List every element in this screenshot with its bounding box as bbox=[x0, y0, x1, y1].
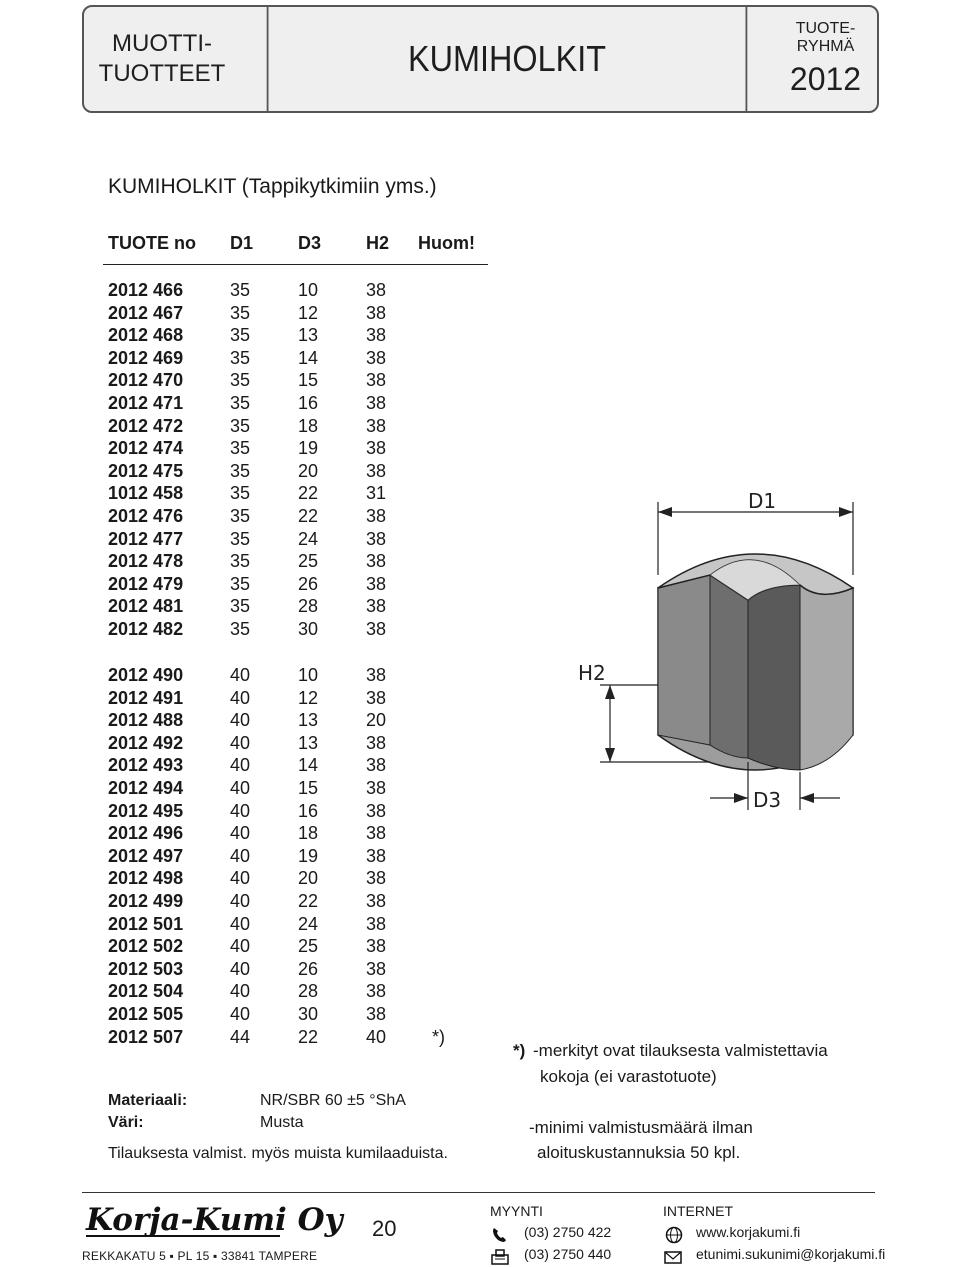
cell-d3: 30 bbox=[298, 1004, 319, 1024]
cell-d3: 28 bbox=[298, 596, 319, 617]
cell-product-no: 2012 472 bbox=[108, 415, 184, 436]
cell-d1: 35 bbox=[230, 325, 251, 346]
cell-h2: 38 bbox=[366, 800, 387, 821]
table-row bbox=[0, 980, 480, 1002]
cell-h2: 38 bbox=[366, 596, 387, 617]
cell-product-no: 2012 478 bbox=[108, 551, 184, 572]
web-address[interactable]: www.korjakumi.fi bbox=[696, 1224, 801, 1240]
table-row bbox=[0, 777, 480, 799]
cell-d3: 22 bbox=[298, 1026, 319, 1047]
cell-product-no: 2012 498 bbox=[108, 868, 184, 889]
cell-d1: 40 bbox=[230, 936, 251, 957]
cell-h2: 38 bbox=[366, 551, 387, 572]
cell-d1: 40 bbox=[230, 981, 251, 1002]
cell-d1: 40 bbox=[230, 823, 251, 844]
table-row bbox=[0, 437, 480, 459]
cell-d1: 35 bbox=[230, 460, 251, 481]
cell-product-no: 1012 458 bbox=[108, 483, 184, 504]
col-header-d3: D3 bbox=[298, 233, 322, 253]
cell-h2: 38 bbox=[366, 438, 387, 459]
table-row bbox=[0, 347, 480, 369]
cell-product-no: 2012 475 bbox=[108, 460, 184, 481]
cell-h2: 38 bbox=[366, 665, 387, 685]
cell-d3: 22 bbox=[298, 891, 319, 911]
cell-d3: 30 bbox=[298, 619, 319, 639]
cell-product-no: 2012 507 bbox=[108, 1026, 184, 1047]
cell-d1: 35 bbox=[230, 393, 251, 413]
phone-number: (03) 2750 422 bbox=[524, 1224, 612, 1240]
table-row bbox=[0, 845, 480, 867]
phone-icon bbox=[490, 1226, 512, 1244]
cell-product-no: 2012 466 bbox=[108, 280, 184, 300]
table-row bbox=[0, 302, 480, 324]
cell-h2: 38 bbox=[366, 687, 387, 708]
table-row bbox=[0, 573, 480, 595]
diagram-label-d1: D1 bbox=[748, 489, 777, 513]
cell-d3: 28 bbox=[298, 981, 319, 1002]
diagram-label-d3: D3 bbox=[753, 788, 782, 812]
table-row bbox=[0, 279, 480, 301]
cell-h2: 38 bbox=[366, 891, 387, 911]
cell-h2: 38 bbox=[366, 393, 387, 413]
cell-h2: 20 bbox=[366, 710, 387, 731]
table-row bbox=[0, 618, 480, 640]
table-row bbox=[0, 709, 480, 731]
table-row bbox=[0, 664, 480, 686]
cell-d3: 19 bbox=[298, 845, 319, 866]
table-header-rule bbox=[103, 264, 488, 265]
cell-d1: 40 bbox=[230, 710, 251, 731]
cell-d1: 40 bbox=[230, 755, 251, 776]
col-header-note: Huom! bbox=[418, 233, 475, 253]
cell-d1: 35 bbox=[230, 280, 251, 300]
table-row bbox=[0, 1026, 480, 1048]
header-left bbox=[84, 7, 240, 111]
cell-h2: 38 bbox=[366, 302, 387, 323]
table-row bbox=[0, 1003, 480, 1025]
table-row bbox=[0, 482, 480, 504]
cell-d1: 40 bbox=[230, 958, 251, 979]
cell-product-no: 2012 479 bbox=[108, 573, 184, 594]
table-row bbox=[0, 392, 480, 414]
material-extra-note: Tilauksesta valmist. myös muista kumilaaduista. bbox=[108, 1145, 448, 1162]
table-row bbox=[0, 822, 480, 844]
cell-product-no: 2012 493 bbox=[108, 755, 184, 776]
cell-h2: 38 bbox=[366, 823, 387, 844]
cell-d1: 40 bbox=[230, 868, 251, 889]
cell-product-no: 2012 505 bbox=[108, 1004, 184, 1024]
cell-d3: 10 bbox=[298, 280, 319, 300]
table-row bbox=[0, 867, 480, 889]
material-label: Materiaali: bbox=[108, 1092, 188, 1109]
table-row bbox=[0, 460, 480, 482]
cell-h2: 38 bbox=[366, 981, 387, 1002]
cell-h2: 38 bbox=[366, 619, 387, 639]
cell-product-no: 2012 499 bbox=[108, 891, 184, 911]
footer-rule bbox=[82, 1192, 875, 1193]
table-row bbox=[0, 754, 480, 776]
header-box bbox=[82, 5, 879, 113]
cell-d1: 35 bbox=[230, 596, 251, 617]
header-right-line1: TUOTE- bbox=[795, 20, 856, 37]
cell-d3: 14 bbox=[298, 755, 319, 776]
cell-d3: 18 bbox=[298, 415, 319, 436]
page-number: 20 bbox=[372, 1216, 397, 1241]
cell-product-no: 2012 481 bbox=[108, 596, 184, 617]
cell-h2: 38 bbox=[366, 573, 387, 594]
cell-product-no: 2012 490 bbox=[108, 665, 184, 685]
internet-heading: INTERNET bbox=[663, 1203, 733, 1219]
cell-h2: 38 bbox=[366, 415, 387, 436]
col-header-product-no: TUOTE no bbox=[108, 233, 196, 253]
cell-h2: 38 bbox=[366, 936, 387, 957]
cell-d3: 26 bbox=[298, 573, 319, 594]
table-row bbox=[0, 800, 480, 822]
cell-d3: 13 bbox=[298, 325, 319, 346]
cell-h2: 40 bbox=[366, 1026, 387, 1047]
cell-product-no: 2012 495 bbox=[108, 800, 184, 821]
cell-product-no: 2012 469 bbox=[108, 347, 184, 368]
cell-product-no: 2012 471 bbox=[108, 393, 184, 413]
cell-product-no: 2012 482 bbox=[108, 619, 184, 639]
cell-d1: 40 bbox=[230, 800, 251, 821]
cell-h2: 38 bbox=[366, 325, 387, 346]
cell-h2: 38 bbox=[366, 280, 387, 300]
material-value: NR/SBR 60 ±5 °ShA bbox=[260, 1092, 406, 1109]
note-line3: -minimi valmistusmäärä ilman bbox=[529, 1118, 753, 1137]
cell-h2: 38 bbox=[366, 347, 387, 368]
cell-product-no: 2012 470 bbox=[108, 370, 184, 391]
cell-d3: 10 bbox=[298, 665, 319, 685]
cell-product-no: 2012 491 bbox=[108, 687, 184, 708]
table-row bbox=[0, 550, 480, 572]
page-title: KUMIHOLKIT bbox=[267, 7, 748, 111]
cell-product-no: 2012 504 bbox=[108, 981, 184, 1002]
company-logo bbox=[84, 1196, 343, 1242]
table-row bbox=[0, 935, 480, 957]
header-right-line2: RYHMÄ bbox=[796, 38, 855, 55]
cell-d3: 19 bbox=[298, 438, 319, 459]
cell-d3: 13 bbox=[298, 710, 319, 731]
cell-product-no: 2012 492 bbox=[108, 732, 184, 753]
cell-product-no: 2012 488 bbox=[108, 710, 184, 731]
header-left-line2: TUOTTEET bbox=[98, 60, 226, 87]
cell-d3: 26 bbox=[298, 958, 319, 979]
logo-text: Korja-Kumi Oy bbox=[86, 1202, 343, 1238]
cell-d1: 35 bbox=[230, 347, 251, 368]
cell-d1: 35 bbox=[230, 551, 251, 572]
fax-number: (03) 2750 440 bbox=[524, 1246, 612, 1262]
email-icon bbox=[663, 1248, 685, 1266]
cell-d3: 12 bbox=[298, 687, 319, 708]
cell-h2: 38 bbox=[366, 506, 387, 526]
cell-product-no: 2012 468 bbox=[108, 325, 184, 346]
cell-d3: 12 bbox=[298, 302, 319, 323]
cell-h2: 38 bbox=[366, 845, 387, 866]
cell-product-no: 2012 496 bbox=[108, 823, 184, 844]
cell-d3: 16 bbox=[298, 800, 319, 821]
table-row bbox=[0, 324, 480, 346]
cell-h2: 31 bbox=[366, 483, 387, 504]
fax-icon bbox=[490, 1248, 512, 1266]
note-star: *) bbox=[513, 1041, 526, 1060]
cell-product-no: 2012 474 bbox=[108, 438, 184, 459]
cell-product-no: 2012 494 bbox=[108, 778, 184, 798]
cell-d3: 15 bbox=[298, 778, 319, 798]
cell-d1: 35 bbox=[230, 573, 251, 594]
cell-h2: 38 bbox=[366, 1004, 387, 1024]
cell-d1: 44 bbox=[230, 1026, 251, 1047]
cell-d1: 35 bbox=[230, 483, 251, 504]
cell-d3: 24 bbox=[298, 528, 319, 549]
cell-d1: 35 bbox=[230, 302, 251, 323]
cell-d3: 16 bbox=[298, 393, 319, 413]
cell-h2: 38 bbox=[366, 913, 387, 934]
cell-h2: 38 bbox=[366, 732, 387, 753]
cell-d1: 35 bbox=[230, 506, 251, 526]
note-line1: -merkityt ovat tilauksesta valmistettavia bbox=[533, 1041, 828, 1060]
cell-h2: 38 bbox=[366, 370, 387, 391]
color-label: Väri: bbox=[108, 1114, 144, 1131]
table-row bbox=[0, 958, 480, 980]
cell-d1: 35 bbox=[230, 528, 251, 549]
cell-d1: 40 bbox=[230, 687, 251, 708]
section-subtitle: KUMIHOLKIT (Tappikytkimiin yms.) bbox=[108, 175, 437, 198]
cell-product-no: 2012 476 bbox=[108, 506, 184, 526]
cell-h2: 38 bbox=[366, 868, 387, 889]
table-row bbox=[0, 687, 480, 709]
cell-d3: 22 bbox=[298, 483, 319, 504]
table-row bbox=[0, 369, 480, 391]
cell-h2: 38 bbox=[366, 460, 387, 481]
cell-product-no: 2012 503 bbox=[108, 958, 184, 979]
cell-product-no: 2012 501 bbox=[108, 913, 184, 934]
cell-h2: 38 bbox=[366, 528, 387, 549]
cell-d1: 40 bbox=[230, 665, 251, 685]
note-line2: kokoja (ei varastotuote) bbox=[540, 1067, 717, 1086]
cell-d1: 35 bbox=[230, 619, 251, 639]
cell-d1: 40 bbox=[230, 891, 251, 911]
cell-d3: 13 bbox=[298, 732, 319, 753]
cell-d1: 40 bbox=[230, 845, 251, 866]
cell-d1: 40 bbox=[230, 778, 251, 798]
sales-heading: MYYNTI bbox=[490, 1203, 543, 1219]
cell-d3: 20 bbox=[298, 460, 319, 481]
cell-h2: 38 bbox=[366, 778, 387, 798]
note-line4: aloituskustannuksia 50 kpl. bbox=[537, 1143, 741, 1162]
cell-h2: 38 bbox=[366, 958, 387, 979]
email-address[interactable]: etunimi.sukunimi@korjakumi.fi bbox=[696, 1246, 886, 1262]
cell-d1: 35 bbox=[230, 370, 251, 391]
cell-d3: 20 bbox=[298, 868, 319, 889]
company-address: REKKAKATU 5 ▪ PL 15 ▪ 33841 TAMPERE bbox=[82, 1249, 318, 1263]
cell-d1: 40 bbox=[230, 732, 251, 753]
cell-product-no: 2012 502 bbox=[108, 936, 184, 957]
cell-product-no: 2012 477 bbox=[108, 528, 184, 549]
table-row bbox=[0, 415, 480, 437]
table-row bbox=[0, 595, 480, 617]
cell-d3: 25 bbox=[298, 936, 319, 957]
cell-note: *) bbox=[432, 1026, 445, 1047]
col-header-d1: D1 bbox=[230, 233, 254, 253]
cell-d1: 35 bbox=[230, 415, 251, 436]
header-right bbox=[774, 7, 877, 111]
cell-d3: 14 bbox=[298, 347, 319, 368]
globe-icon bbox=[663, 1226, 685, 1244]
cell-d1: 40 bbox=[230, 913, 251, 934]
cell-d3: 15 bbox=[298, 370, 319, 391]
table-row bbox=[0, 528, 480, 550]
cell-d3: 22 bbox=[298, 506, 319, 526]
cell-d1: 35 bbox=[230, 438, 251, 459]
cell-d3: 18 bbox=[298, 823, 319, 844]
cell-d3: 25 bbox=[298, 551, 319, 572]
cell-product-no: 2012 467 bbox=[108, 302, 184, 323]
header-year: 2012 bbox=[789, 61, 862, 97]
table-row bbox=[0, 732, 480, 754]
table-row bbox=[0, 913, 480, 935]
cell-d1: 40 bbox=[230, 1004, 251, 1024]
diagram-label-h2: H2 bbox=[578, 661, 606, 685]
table-row bbox=[0, 505, 480, 527]
cell-d3: 24 bbox=[298, 913, 319, 934]
table-row bbox=[0, 890, 480, 912]
cell-h2: 38 bbox=[366, 755, 387, 776]
header-left-line1: MUOTTI- bbox=[112, 30, 212, 57]
cell-product-no: 2012 497 bbox=[108, 845, 184, 866]
bushing-diagram bbox=[550, 480, 880, 820]
color-value: Musta bbox=[260, 1114, 304, 1131]
col-header-h2: H2 bbox=[366, 233, 390, 253]
